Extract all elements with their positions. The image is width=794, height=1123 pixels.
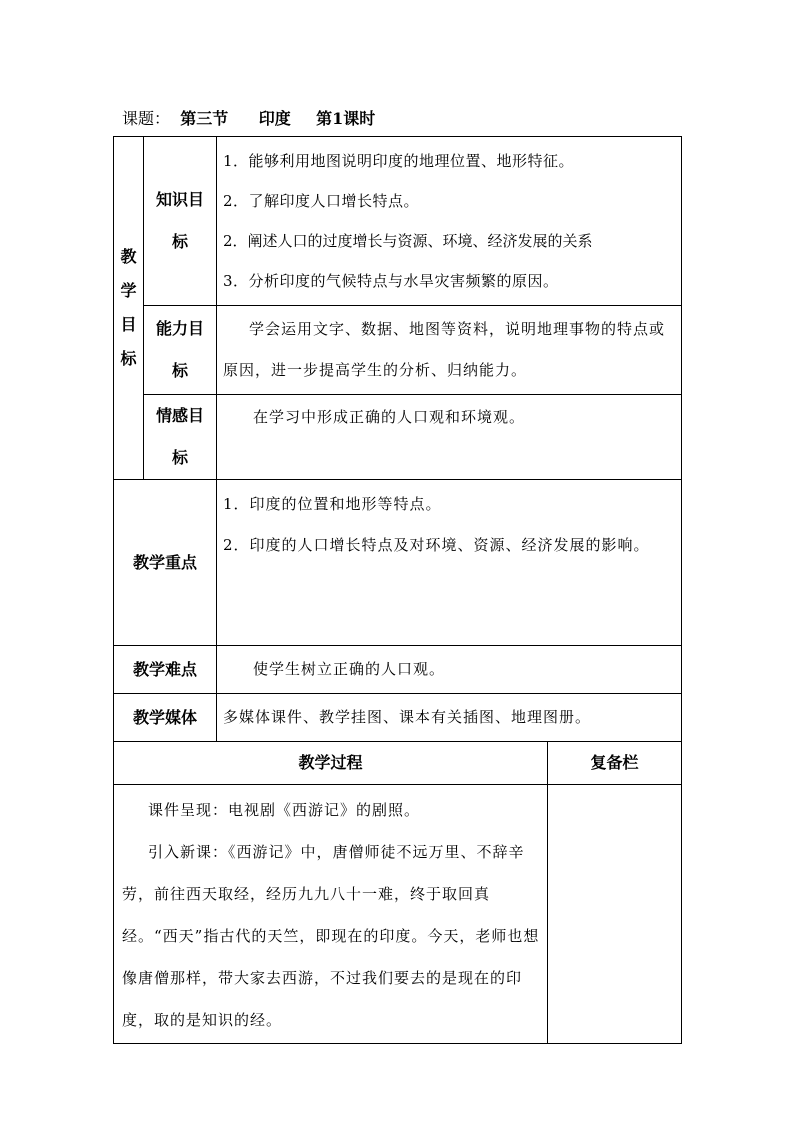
- label-line: 情感目: [155, 406, 204, 425]
- media-text: 多媒体课件、教学挂图、课本有关插图、地理图册。: [223, 708, 592, 726]
- title-topic: 印度: [258, 109, 291, 128]
- lesson-title: [122, 106, 375, 129]
- objectives-label: [114, 137, 144, 480]
- media-row: [114, 694, 682, 742]
- label-line: 能力目: [155, 319, 204, 338]
- knowledge-objective-label: [144, 137, 217, 306]
- emotion-row: [114, 395, 682, 480]
- knowledge-item: 2．了解印度人口增长特点。: [223, 192, 420, 210]
- notes-header: 复备栏: [548, 742, 682, 785]
- ability-objective-label: [144, 306, 217, 395]
- process-paragraph: 课件呈现：电视剧《西游记》的剧照。: [148, 801, 421, 819]
- label-line: 标: [171, 361, 188, 380]
- label-line: 标: [171, 232, 188, 251]
- notes-cell: [548, 785, 682, 1044]
- ability-row: [114, 306, 682, 395]
- key-point-item: 2．印度的人口增长特点及对环境、资源、经济发展的影响。: [223, 536, 650, 554]
- process-content-row: [114, 785, 682, 1044]
- knowledge-item: 2．阐述人口的过度增长与资源、环境、经济发展的关系: [223, 232, 593, 250]
- key-points-label: 教学重点: [114, 480, 217, 646]
- knowledge-row: [114, 137, 682, 306]
- title-section: 第三节: [180, 109, 229, 128]
- ability-text: 学会运用文字、数据、地图等资料，说明地理事物的特点或原因，进一步提高学生的分析、归纳能力。: [223, 320, 666, 379]
- process-header: 教学过程: [114, 742, 548, 785]
- process-content: [114, 785, 548, 1044]
- key-point-item: 1．印度的位置和地形等特点。: [223, 495, 442, 513]
- knowledge-objective-content: [217, 137, 682, 306]
- difficult-points-label: 教学难点: [114, 646, 217, 694]
- lesson-plan-table: [113, 136, 682, 1044]
- key-points-content: [217, 480, 682, 646]
- difficult-points-text: 使学生树立正确的人口观。: [253, 660, 446, 678]
- emotion-objective-label: [144, 395, 217, 480]
- label-line: 标: [171, 448, 188, 467]
- media-label: 教学媒体: [114, 694, 217, 742]
- emotion-objective-content: [217, 395, 682, 480]
- emotion-text: 在学习中形成正确的人口观和环境观。: [253, 408, 526, 426]
- process-header-row: [114, 742, 682, 785]
- key-points-row: [114, 480, 682, 646]
- process-paragraph: 引入新课：《西游记》中，唐僧师徒不远万里、不辞辛劳，前往西天取经，经历九九八十一难，终于取回真经。“西天”指古代的天竺，即现在的印度。今天，老师也想像唐僧那样，带大家去西游，不过我们要去的是现在的印度，取的是知识的经。: [122, 843, 540, 1029]
- difficult-points-row: [114, 646, 682, 694]
- title-prefix: 课题：: [122, 109, 171, 128]
- media-content: [217, 694, 682, 742]
- objectives-label-char: 教: [120, 247, 137, 266]
- title-lesson: 第1课时: [316, 109, 376, 128]
- knowledge-item: 1．能够利用地图说明印度的地理位置、地形特征。: [223, 152, 575, 170]
- objectives-label-char: 目: [120, 315, 137, 334]
- objectives-label-char: 学: [120, 281, 137, 300]
- label-line: 知识目: [155, 190, 204, 209]
- knowledge-item: 3．分析印度的气候特点与水旱灾害频繁的原因。: [223, 272, 559, 290]
- difficult-points-content: [217, 646, 682, 694]
- ability-objective-content: [217, 306, 682, 395]
- objectives-label-char: 标: [120, 349, 137, 368]
